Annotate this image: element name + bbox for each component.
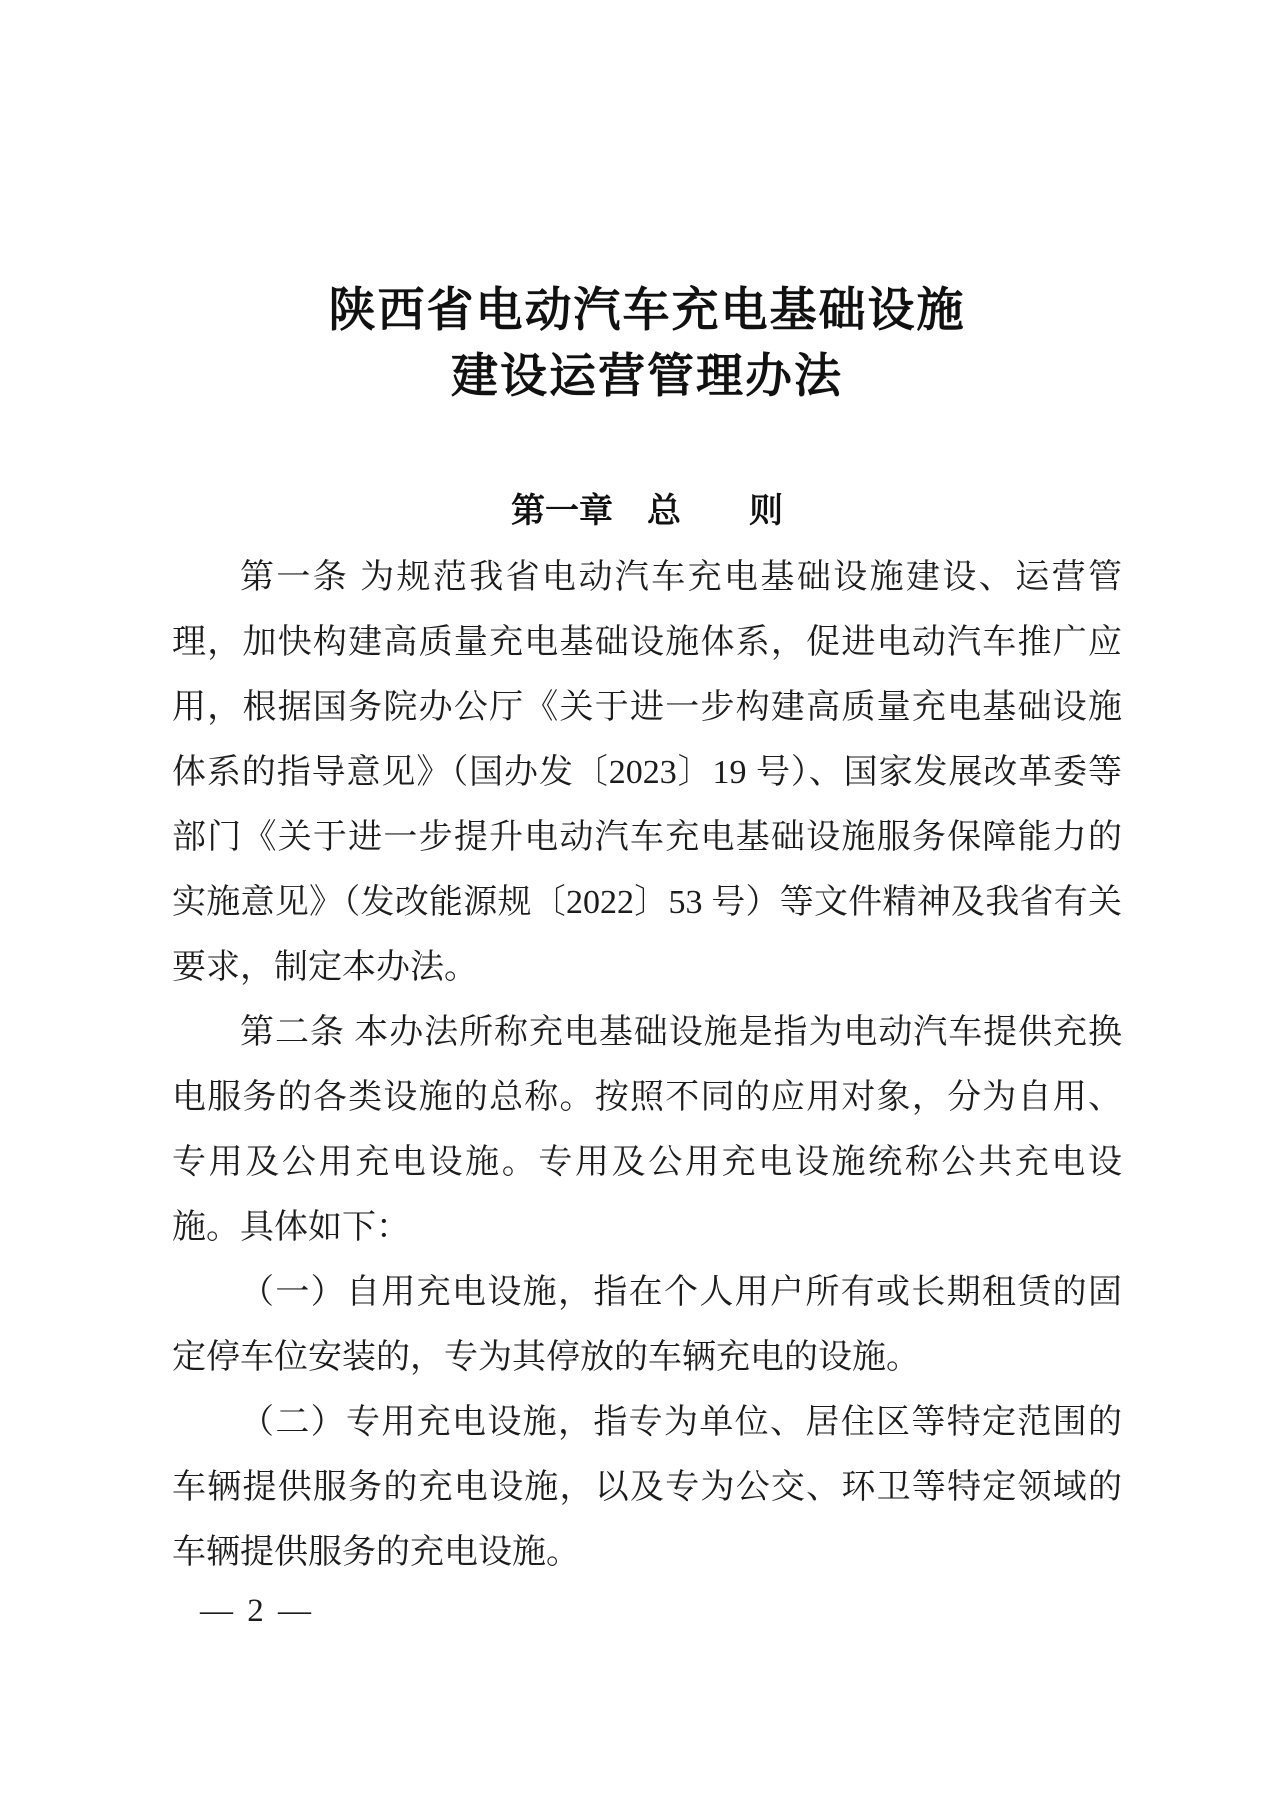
- paragraph-article-1: 第一条 为规范我省电动汽车充电基础设施建设、运营管理，加快构建高质量充电基础设施体系，促进电动汽车推广应用，根据国务院办公厅《关于进一步构建高质量充电基础设施体系的指导意见》（国办发〔2023〕19 号）、国家发展改革委等部门《关于进一步提升电动汽车充电基础设施服务保障能力的实施意见》（发改能源规〔2022〕53 号）等文件精神及我省有关要求，制定本办法。: [172, 559, 1122, 986]
- title-line-1: 陕西省电动汽车充电基础设施: [328, 285, 966, 337]
- document-body: [172, 545, 1122, 1585]
- page-number: — 2 —: [200, 1593, 314, 1629]
- paragraph-item-1: （一）自用充电设施，指在个人用户所有或长期租赁的固定停车位安装的，专为其停放的车辆充电的设施。: [172, 1274, 1122, 1376]
- document-title: [172, 278, 1122, 410]
- paragraph-article-2: 第二条 本办法所称充电基础设施是指为电动汽车提供充换电服务的各类设施的总称。按照不同的应用对象，分为自用、专用及公用充电设施。专用及公用充电设施统称公共充电设施。具体如下：: [172, 1014, 1122, 1246]
- chapter-heading: 第一章 总 则: [511, 492, 783, 530]
- paragraph-item-2: （二）专用充电设施，指专为单位、居住区等特定范围的车辆提供服务的充电设施，以及专为公交、环卫等特定领域的车辆提供服务的充电设施。: [172, 1404, 1122, 1571]
- title-line-2: 建设运营管理办法: [451, 351, 843, 403]
